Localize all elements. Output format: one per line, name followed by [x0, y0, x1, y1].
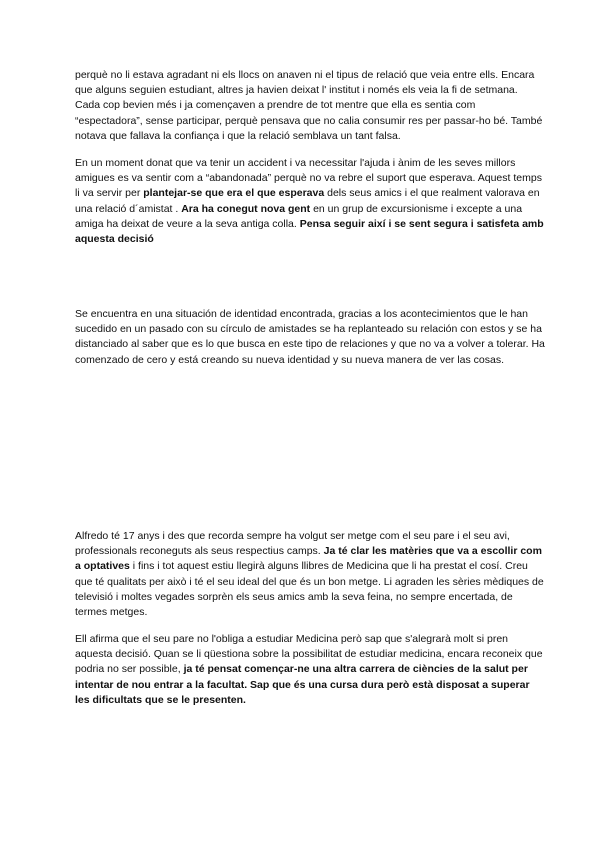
text-run: Alfredo té 17 anys i des que recorda sempre ha volgut ser metge com el seu pare i el seu avi, professionals reconeguts als seus respectius camps. — [75, 530, 510, 558]
text-run: perquè no li estava agradant ni els llocs on anaven ni el tipus de relació que veia entre ells. Encara que alguns seguien estudiant, altres ja havien deixat l' institut i només els veia la fi de setmana. Cada cop bevien més i ja començaven a prendre de tot mentre que ella es sentia com “espectadora”, sense participar, perquè pensava que no calia consumir res per passar-ho bé. També notava que fallava la confiança i que la relació semblava un tant falsa. — [75, 69, 543, 142]
text-run: Se encuentra en una situación de identidad encontrada, gracias a los acontecimientos que le han sucedido en un pasado con su círculo de amistades se ha replanteado su relación con estos y se ha distanciado al saber que es lo que busca en este tipo de relaciones y que no va a volver a tolerar. Ha comenzado de cero y está creando su nueva identidad y su nueva manera de ver las cosas. — [75, 308, 545, 366]
bold-text-run: Pensa seguir així i se sent segura i satisfeta amb aquesta decisió — [75, 217, 544, 246]
text-run: i fins i tot aquest estiu llegirà alguns llibres de Medicina que li ha prestat el cosí. Creu que té qualitats per això i té el seu ideal del que és un bon metge. Li agraden les sèries mèdiques de televisió i moltes vegades sorprèn els seus amics amb la seva feina, no sempre encertada, de termes metges. — [75, 560, 544, 619]
paragraph-2 — [75, 156, 545, 247]
paragraph-1 — [75, 68, 545, 144]
bold-text-run: plantejar-se que era el que esperava — [143, 187, 325, 200]
text-run: En un moment donat que va tenir un accident i va necessitar l'ajuda i ànim de les seves millors amigues es va sentir com a “abandonada” perquè no va rebre el suport que esperava. Aquest temps li va servir per — [75, 157, 542, 200]
bold-text-run: Ara ha conegut nova gent — [181, 202, 311, 215]
bold-text-run: ja té pensat començar-ne una altra carrera de ciències de la salut per intentar de nou entrar a la facultat. Sap que és una cursa dura però està disposat a superar les dificultats que se le presenten. — [75, 663, 530, 706]
text-run: en un grup de excursionisme i excepte a una amiga ha deixat de veure a la seva antiga colla. — [75, 202, 523, 230]
paragraph-3 — [75, 307, 545, 368]
text-run: dels seus amics i el que realment valorava en una relació d´amistat . — [75, 187, 540, 215]
bold-text-run: Ja té clar les matèries que va a escollir com a optatives — [75, 545, 542, 573]
paragraph-4 — [75, 529, 545, 620]
paragraph-5 — [75, 632, 545, 708]
text-run: Ell afirma que el seu pare no l'obliga a estudiar Medicina però sap que s'alegrarà molt si pren aquesta decisió. Quan se li qüestiona sobre la possibilitat de estudiar medicina, encara reconeix que podria no ser possible, — [75, 633, 543, 676]
